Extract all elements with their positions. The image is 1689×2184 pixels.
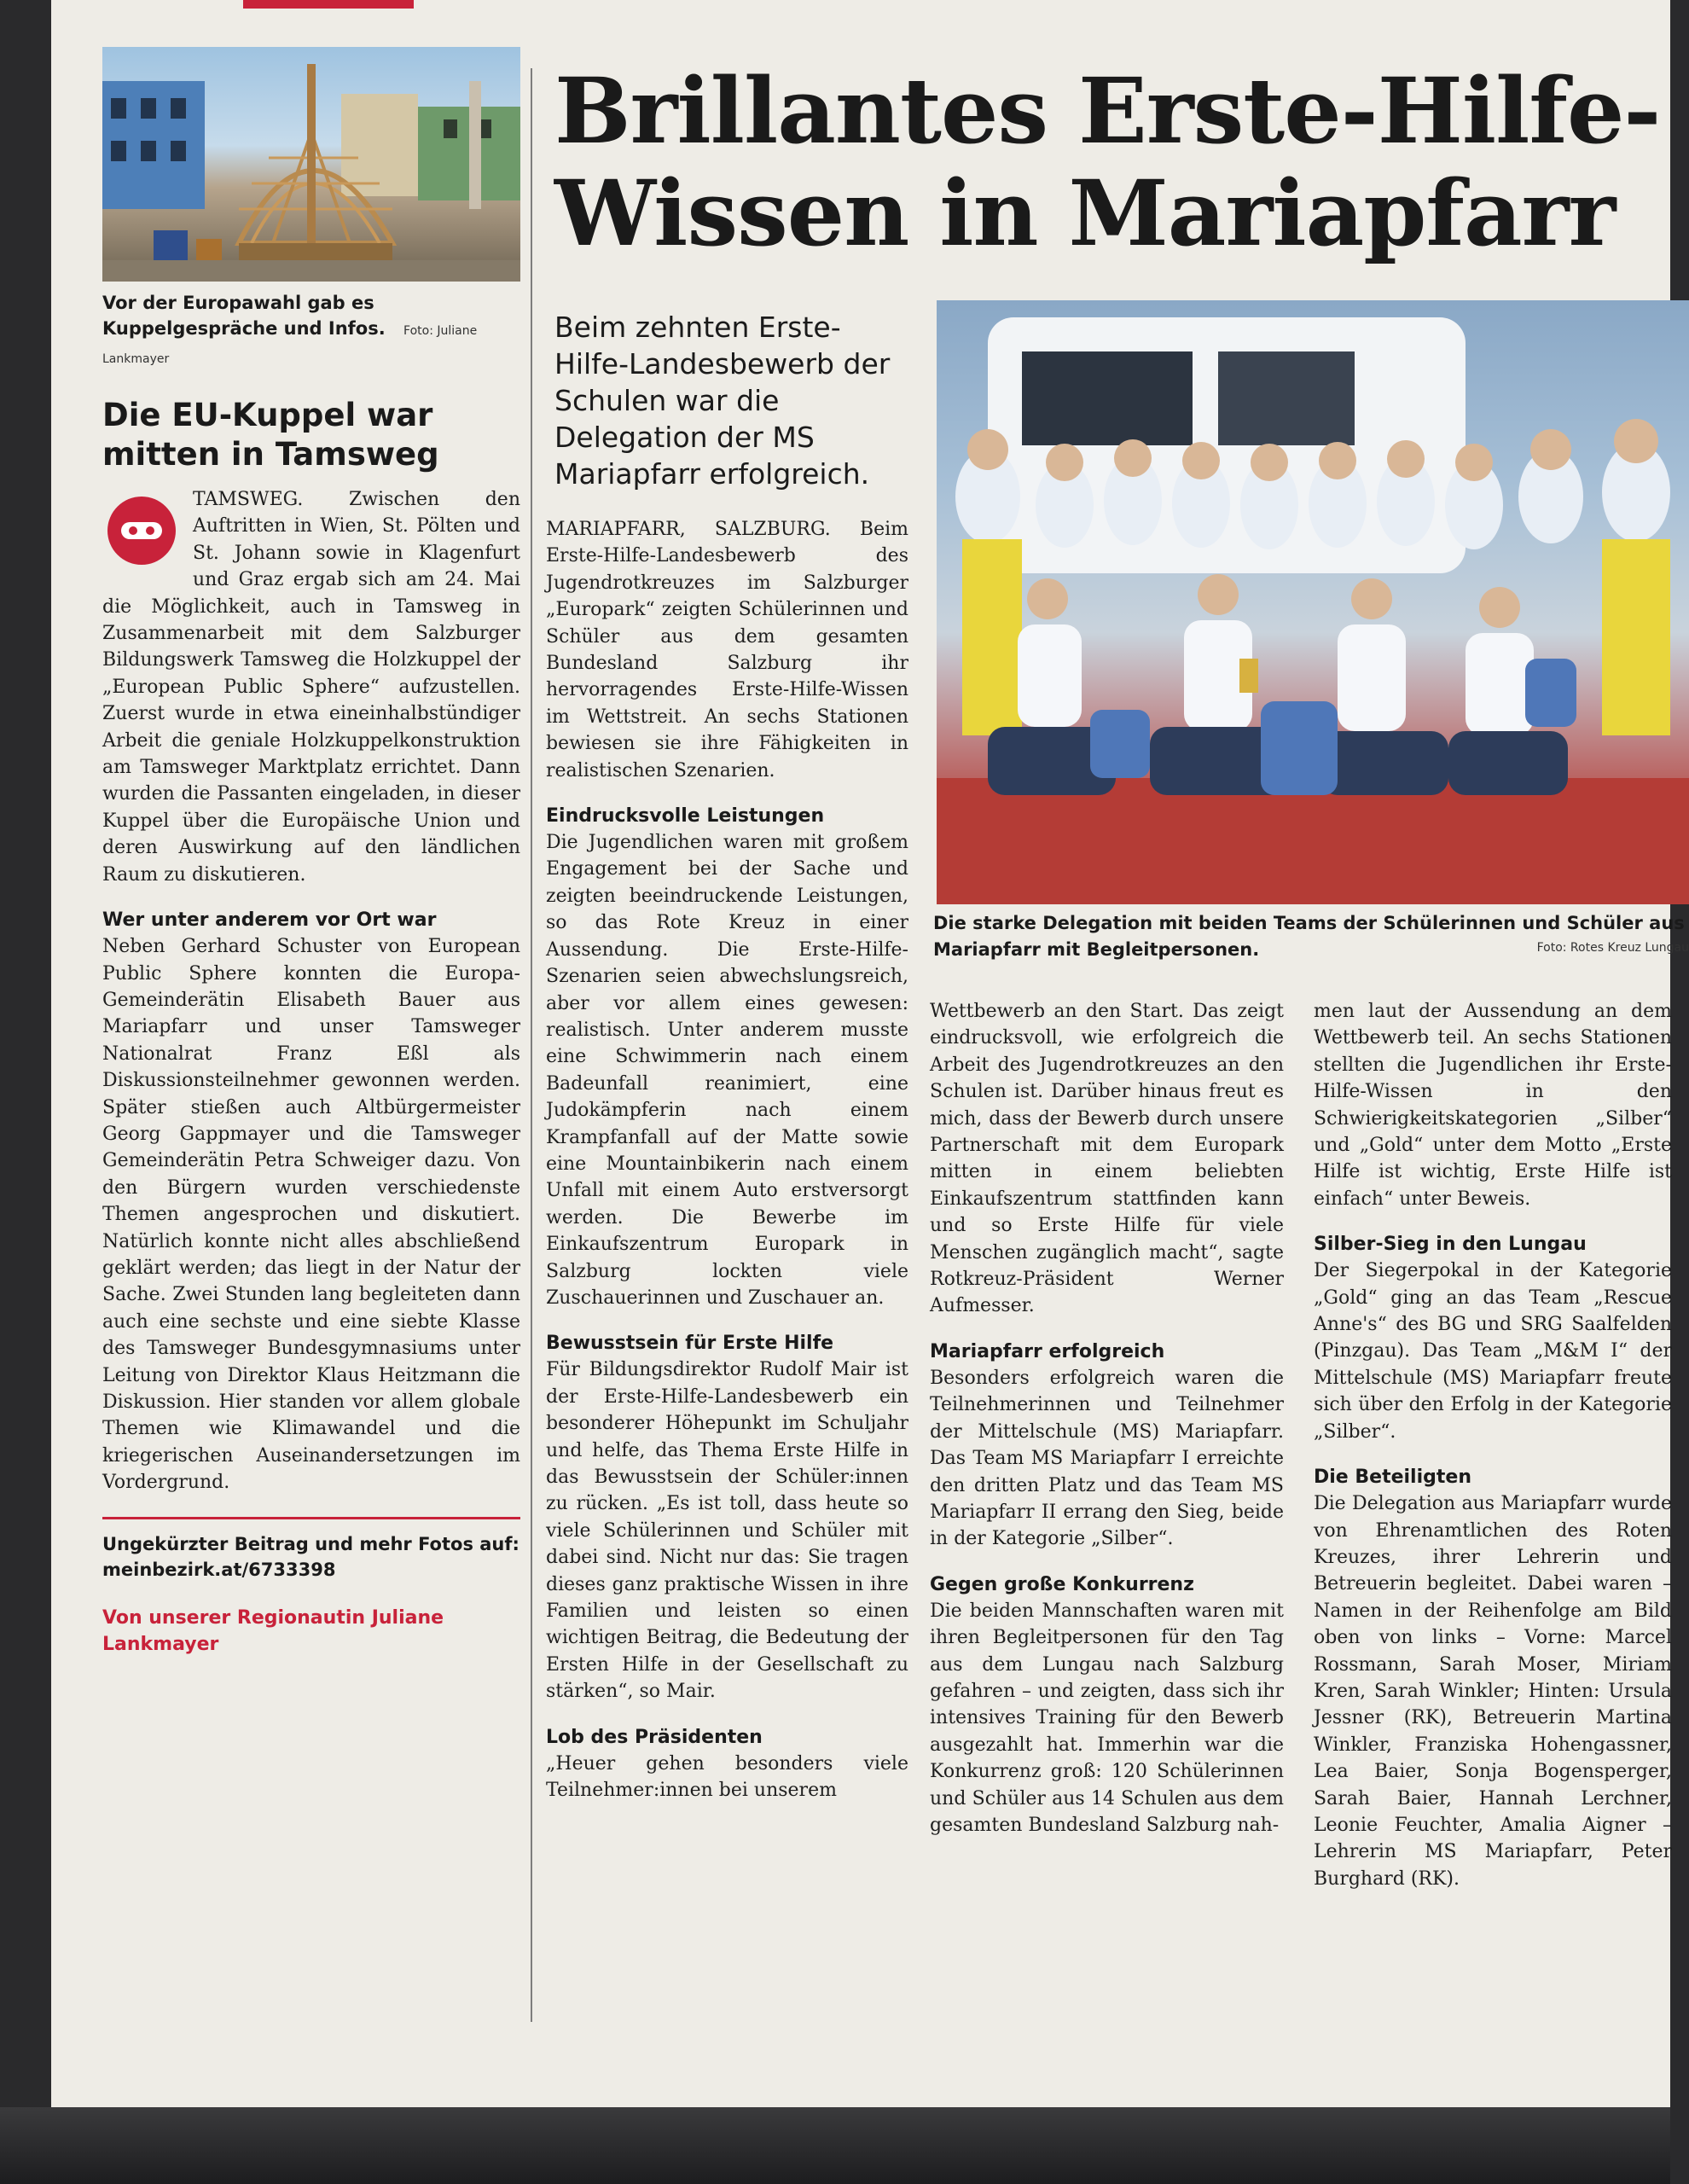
- main-paragraph-5: Die beiden Mannschaften waren mit ihren Begleitpersonen für den Tag aus dem Lungau nach Salzburg gefahren – und zeigten, dass sich ihr intensives Training für den Bewerb ausgezahlt hat. Immerhin war die Konkurrenz groß: 120 Schülerinnen und Schüler aus 14 Schulen aus dem gesamten Bundesland Salzburg nah-: [930, 1600, 1284, 1836]
- main-photo-caption: [933, 910, 1689, 963]
- main-paragraph-5-cont: men laut der Aussendung an dem Wettbewerb teil. An sechs Stationen stellten die Jugendlichen ihr Erste-Hilfe-Wissen in den Schwierigkeitskategorien „Silber“ und „Gold“ unter dem Motto „Erste Hilfe ist wichtig, Erste Hilfe ist einfach“ unter Beweis.: [1314, 1001, 1672, 1210]
- photo-credit: Foto: Juliane Lankmayer: [102, 324, 478, 366]
- background-surface: [0, 2107, 1670, 2184]
- byline: Von unserer Regionautin Juliane Lankmayer: [102, 1606, 444, 1655]
- divider: [102, 1517, 520, 1519]
- main-paragraph-3-cont: Wettbewerb an den Start. Das zeigt eindrucksvoll, wie erfolgreich die Arbeit des Jugendrotkreuzes an den Schulen ist. Darüber hinaus freut es mich, dass der Bewerb durch unsere Partnerschaft mit dem Europark mitten in einem beliebten Einkaufszentrum stattfinden kann und so Erste Hilfe für viele Menschen zugänglich macht“, sagte Rotkreuz-Präsident Werner Aufmesser.: [930, 1001, 1284, 1317]
- delegation-photo: [937, 300, 1689, 904]
- photo-caption: [102, 290, 520, 372]
- main-subhead-1: Eindrucksvolle Leistungen: [546, 805, 825, 828]
- main-paragraph-6: Der Siegerpokal in der Kategorie „Gold“ ging an das Team „Rescue Anne's“ des BG und SRG Saalfelden (Pinzgau). Das Team „M&M I“ der Mittelschule (MS) Mariapfarr freute sich über den Erfolg in der Kategorie „Silber“.: [1314, 1260, 1672, 1443]
- main-subhead-5: Gegen große Konkurrenz: [930, 1573, 1194, 1595]
- main-subhead-7: Die Beteiligten: [1314, 1467, 1471, 1489]
- main-paragraph-1: Die Jugendlichen waren mit großem Engagement bei der Sache und zeigten beeindruckende Leistungen, so das Rote Kreuz in einer Aussendung. Die Erste-Hilfe-Szenarien seien abwechslungsreich, aber vor allem eines gewesen: realistisch. Unter anderem musste eine Schwimmerin nach einem Badeunfall reanimiert, eine Judokämpferin nach einem Krampfanfall auf der Matte sowie eine Mountainbikerin nach einem Unfall mit einem Auto erstversorgt werden. Die Bewerbe im Einkaufszentrum Europark in Salzburg lockten viele Zuschauerinnen und Zuschauer an.: [546, 832, 908, 1309]
- main-column-1: [546, 516, 908, 1804]
- main-photo-caption-text: Die starke Delegation mit beiden Teams der Schülerinnen und Schüler aus Mariapfarr mit Begleitpersonen.: [933, 913, 1685, 960]
- newspaper-page: [51, 0, 1689, 2107]
- side-headline: Die EU-Kuppel war mitten in Tamsweg: [102, 397, 439, 473]
- side-subhead: Wer unter anderem vor Ort war: [102, 909, 437, 932]
- main-subhead-2: Bewusstsein für Erste Hilfe: [546, 1333, 834, 1355]
- meinbezirk-logo-icon: [102, 491, 181, 570]
- delegation-illustration: [937, 300, 1689, 904]
- main-headline: Brillantes Erste-Hilfe-Wissen in Mariapfarr: [554, 57, 1661, 266]
- photo-caption-text: Vor der Europawahl gab es Kuppelgespräche und Infos.: [102, 293, 386, 339]
- side-paragraph-1: [102, 486, 520, 888]
- main-subhead-3: Lob des Präsidenten: [546, 1726, 763, 1748]
- main-deck: Beim zehnten Erste-Hilfe-Landesbewerb der Schulen war die Delegation der MS Mariapfarr erfolgreich.: [554, 311, 891, 491]
- main-column-3: [1314, 998, 1672, 1892]
- main-column-2: [930, 998, 1284, 1838]
- side-story: [102, 47, 520, 1658]
- main-photo-credit: Foto: Rotes Kreuz Lungau: [1536, 941, 1689, 955]
- eu-dome-photo: [102, 47, 520, 282]
- more-info-link[interactable]: Ungekürzter Beitrag und mehr Fotos auf: meinbezirk.at/6733398: [102, 1533, 519, 1580]
- main-intro: MARIAPFARR, SALZBURG. Beim Erste-Hilfe-Landesbewerb des Jugendrotkreuzes im Salzburger „Europark“ zeigten Schülerinnen und Schüler aus dem gesamten Bundesland Salzburg ihr hervorragendes Erste-Hilfe-Wissen im Wettstreit. An sechs Stationen bewiesen sie ihre Fähigkeiten in realistischen Szenarien.: [546, 519, 908, 781]
- eu-dome-illustration: [102, 47, 520, 282]
- side-paragraph-1-text: TAMSWEG. Zwischen den Auftritten in Wien, St. Pölten und St. Johann sowie in Klagenfurt und Graz ergab sich am 24. Mai die Möglichkeit, auch in Tamsweg in Zusammenarbeit mit dem Salzburger Bildungswerk Tamsweg die Holzkuppel der „European Public Sphere“ aufzustellen. Zuerst wurde in etwa eineinhalbstündiger Arbeit die geniale Holzkuppelkonstruktion am Tamsweger Marktplatz errichtet. Dann wurden die Passanten eingeladen, in dieser Kuppel über die Europäische Union und deren Auswirkung auf den ländlichen Raum zu diskutieren.: [102, 489, 520, 886]
- main-paragraph-2: Für Bildungsdirektor Rudolf Mair ist der Erste-Hilfe-Landesbewerb ein besonderer Höhepunkt im Schuljahr und helfe, das Thema Erste Hilfe in das Bewusstsein der Schüler:innen zu rücken. „Es ist toll, dass heute so viele Schülerinnen und Schüler mit dabei sind. Nicht nur das: Sie tragen dieses ganz praktische Wissen in ihre Familien und leisten so einen wichtigen Beitrag, die Bedeutung der Ersten Hilfe in der Gesellschaft zu stärken“, so Mair.: [546, 1359, 908, 1703]
- main-subhead-4: Mariapfarr erfolgreich: [930, 1340, 1165, 1362]
- column-rule: [531, 68, 532, 2022]
- main-subhead-6: Silber-Sieg in den Lungau: [1314, 1234, 1587, 1256]
- main-paragraph-3: „Heuer gehen besonders viele Teilnehmer:innen bei unserem: [546, 1752, 908, 1802]
- main-paragraph-4: Besonders erfolgreich waren die Teilnehmerinnen und Teilnehmer der Mittelschule (MS) Mariapfarr. Das Team MS Mariapfarr I erreichte den dritten Platz und das Team MS Mariapfarr II errang den Sieg, beide in der Kategorie „Silber“.: [930, 1367, 1284, 1550]
- main-paragraph-7: Die Delegation aus Mariapfarr wurde von Ehrenamtlichen des Roten Kreuzes, ihrer Lehrerin und Betreuerin begleitet. Dabei waren – Namen in der Reihenfolge am Bild oben von links – Vorne: Marcel Rossmann, Sarah Moser, Miriam Kren, Sarah Winkler; Hinten: Ursula Jessner (RK), Betreuerin Martina Winkler, Franziska Hohengassner, Lea Baier, Sonja Bogensperger, Sarah Baier, Hannah Lerchner, Leonie Feuchter, Amalia Aigner – Lehrerin MS Mariapfarr, Peter Burghard (RK).: [1314, 1493, 1672, 1890]
- side-paragraph-2: Neben Gerhard Schuster von European Public Sphere konnten die Europa-Gemeinderätin Elisabeth Bauer aus Mariapfarr und unser Tamsweger Nationalrat Franz Eßl als Diskussionsteilnehmer gewonnen werden. Später stießen auch Altbürgermeister Georg Gappmayer und die Tamsweger Gemeinderätin Petra Schweiger dazu. Von den Bürgern wurden verschiedenste Themen angesprochen und diskutiert. Natürlich konnte nicht alles abschließend geklärt werden; das liegt in der Natur der Sache. Zwei Stunden lang begleiteten dann auch eine sechste und eine siebte Klasse des Tamsweger Bundesgymnasiums unter Leitung von Direktor Klaus Heitzmann die Diskussion. Hier standen vor allem globale Themen wie Klimawandel und die kriegerischen Auseinandersetzungen im Vordergrund.: [102, 936, 520, 1494]
- section-bar: [243, 0, 414, 9]
